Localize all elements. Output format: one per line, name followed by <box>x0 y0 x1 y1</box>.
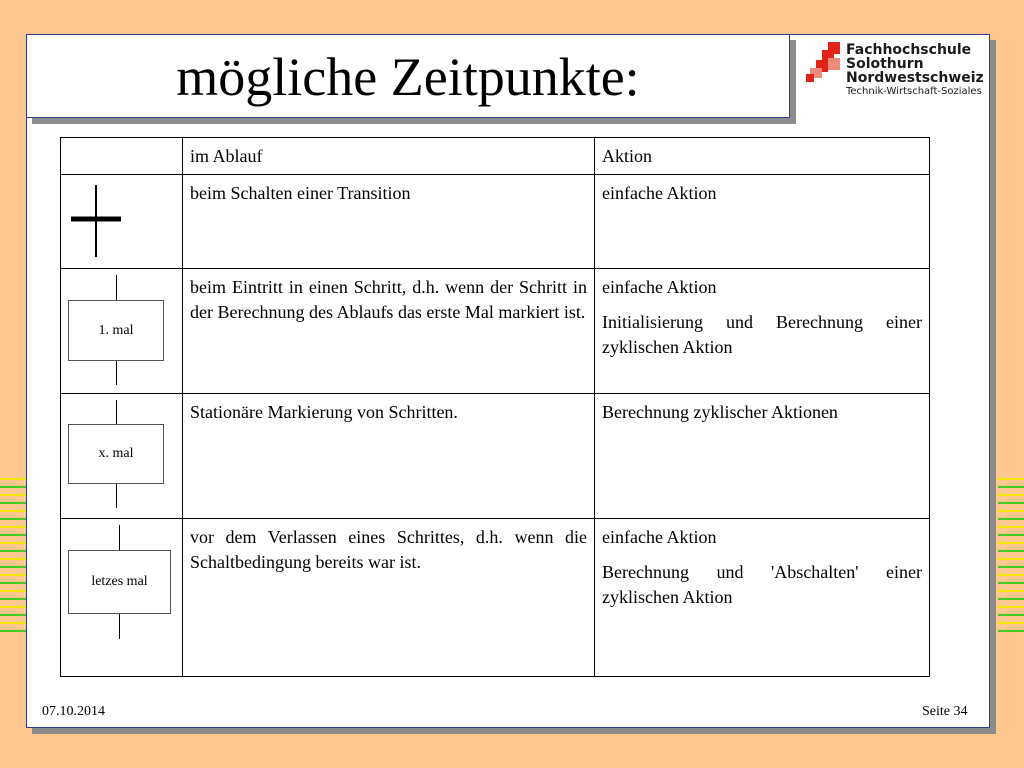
step-box: 1. mal <box>68 300 164 361</box>
table-row <box>61 519 930 677</box>
logo-text <box>846 43 984 85</box>
footer-date: 07.10.2014 <box>42 704 105 719</box>
action-cell <box>595 519 930 677</box>
step-symbol-cell <box>61 519 183 677</box>
action-text: einfache Aktion <box>602 183 717 203</box>
slide-title: mögliche Zeitpunkte: <box>176 47 640 107</box>
step-connector-top <box>119 525 120 550</box>
step-box: x. mal <box>68 424 164 484</box>
header-cell-when: im Ablauf <box>183 138 595 175</box>
table-header-row <box>61 138 930 175</box>
action-cell <box>595 175 930 269</box>
logo-line-3: Nordwestschweiz <box>846 70 984 86</box>
action-text: Berechnung und 'Abschalten' einer zyklischen Aktion <box>602 562 922 607</box>
step-connector-bottom <box>116 484 117 508</box>
action-cell <box>595 394 930 519</box>
timing-table <box>60 137 930 677</box>
header-cell-symbol <box>61 138 183 175</box>
table-row <box>61 269 930 394</box>
action-cell <box>595 269 930 394</box>
step-box: letzes mal <box>68 550 171 614</box>
when-cell: beim Eintritt in einen Schritt, d.h. wenn der Schritt in der Berechnung des Ablaufs das erste Mal markiert ist. <box>183 269 595 394</box>
transition-symbol-icon <box>61 175 182 269</box>
when-cell: beim Schalten einer Transition <box>183 175 595 269</box>
logo-line-2: Solothurn <box>846 56 924 72</box>
logo-line-1: Fachhochschule <box>846 42 972 58</box>
school-logo <box>806 42 986 102</box>
step-connector-bottom <box>116 361 117 385</box>
table-row <box>61 175 930 269</box>
left-stripe-decoration <box>0 478 26 658</box>
transition-symbol-cell <box>61 175 183 269</box>
action-text: einfache Aktion <box>602 277 717 297</box>
step-symbol-cell <box>61 394 183 519</box>
when-cell: Stationäre Markierung von Schritten. <box>183 394 595 519</box>
footer-page-number: Seite 34 <box>922 704 968 719</box>
step-connector-bottom <box>119 614 120 639</box>
header-cell-action: Aktion <box>595 138 930 175</box>
action-text: Initialisierung und Berechnung einer zyklischen Aktion <box>602 312 922 357</box>
when-cell: vor dem Verlassen eines Schrittes, d.h. wenn die Schaltbedingung bereits war ist. <box>183 519 595 677</box>
action-text: einfache Aktion <box>602 527 717 547</box>
action-text: Berechnung zyklischer Aktionen <box>602 402 838 422</box>
table-row <box>61 394 930 519</box>
logo-subline: Technik-Wirtschaft-Soziales <box>846 86 982 97</box>
right-stripe-decoration <box>998 478 1024 658</box>
step-connector-top <box>116 275 117 300</box>
step-connector-top <box>116 400 117 424</box>
step-symbol-cell <box>61 269 183 394</box>
title-box <box>26 34 790 118</box>
logo-mark-icon <box>806 42 846 86</box>
